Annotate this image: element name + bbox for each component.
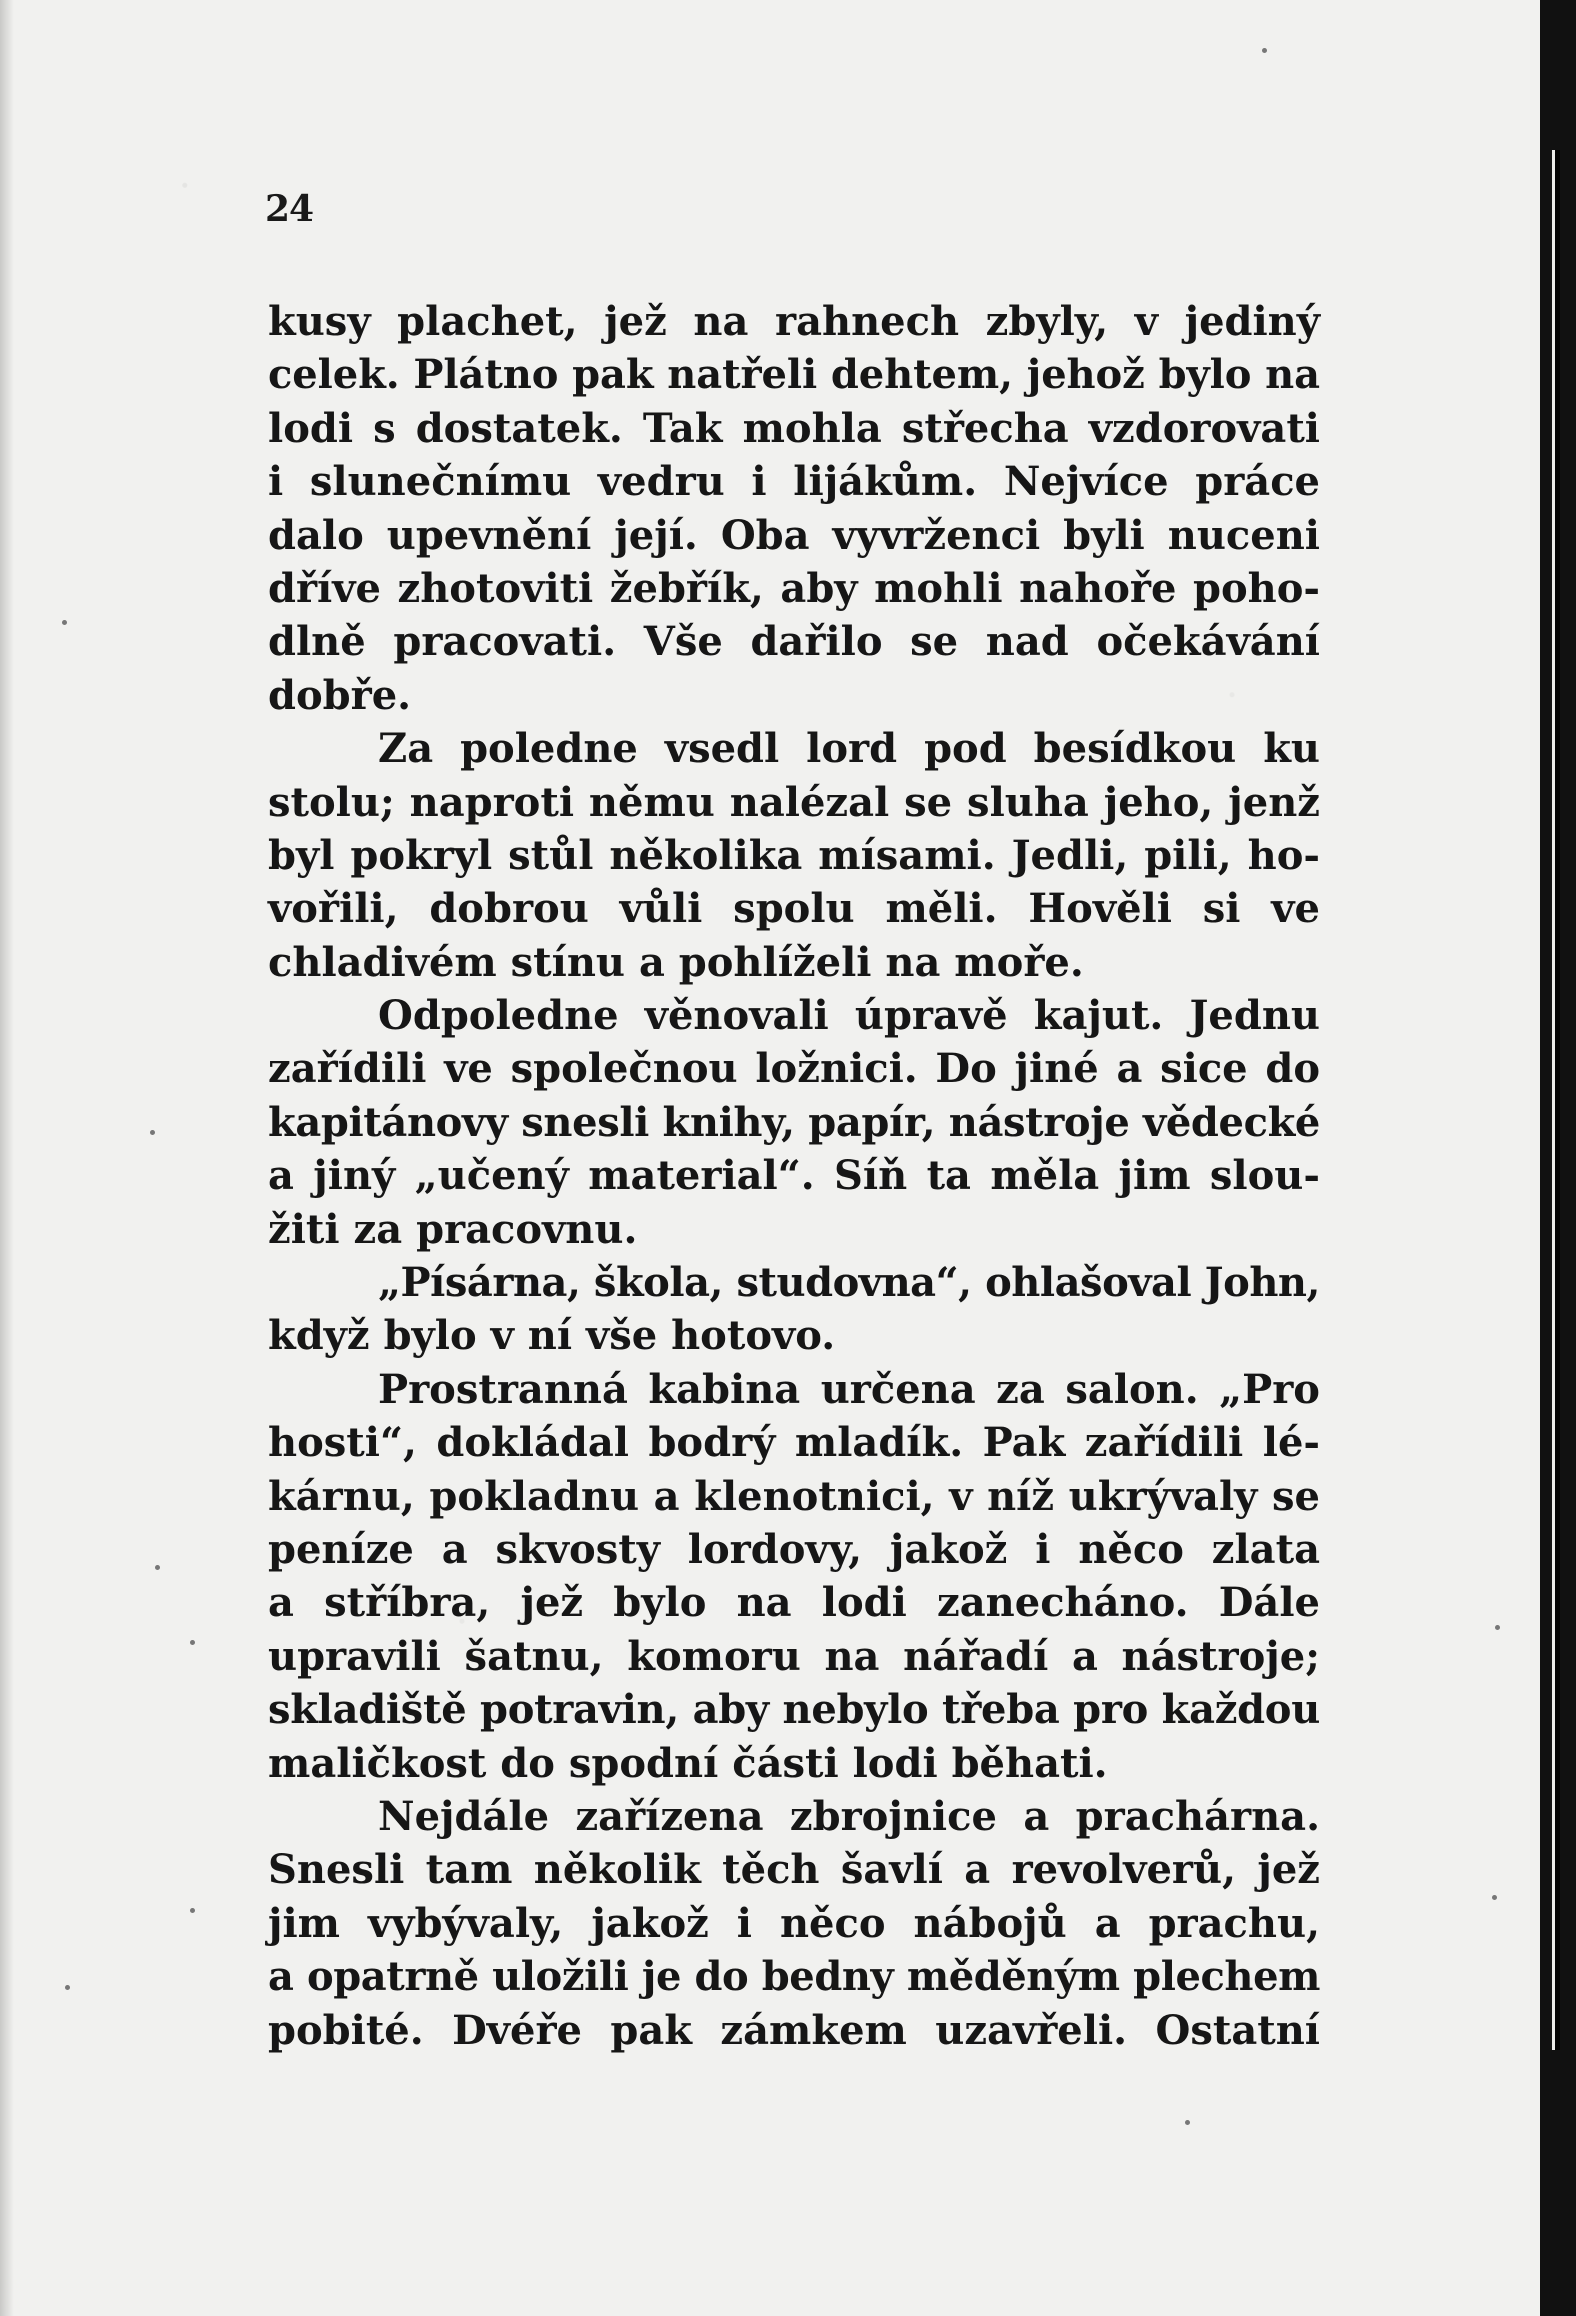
text-line: a jiný „učený material“. Síň ta měla jim slou- — [268, 1152, 1320, 1200]
text-line: a opatrně uložili je do bedny měděným plechem — [268, 1953, 1321, 2001]
paper-speck — [150, 1130, 155, 1135]
text-line: dlně pracovati. Vše dařilo se nad očekávání — [268, 618, 1320, 666]
paper-speck — [1262, 48, 1267, 53]
text-line: kusy plachet, jež na rahnech zbyly, v jediný — [268, 298, 1320, 345]
paper-speck — [65, 1985, 70, 1990]
text-line: kapitánovy snesli knihy, papír, nástroje vědecké — [268, 1098, 1320, 1146]
text-line: Snesli tam několik těch šavlí a revolverů, jež — [268, 1846, 1320, 1894]
text-line: byl pokryl stůl několika mísami. Jedli, pili, ho- — [268, 831, 1320, 879]
text-line: stolu; naproti němu nalézal se sluha jeho, jenž — [268, 778, 1320, 826]
text-line: i slunečnímu vedru i lijákům. Nejvíce práce — [268, 458, 1320, 506]
text-line: chladivém stínu a pohlíželi na moře. — [268, 938, 1084, 986]
text-line: celek. Plátno pak natřeli dehtem, jehož bylo na — [268, 351, 1320, 399]
text-line: Za poledne vsedl lord pod besídkou ku — [378, 725, 1320, 773]
paper-speck — [1185, 2120, 1190, 2125]
paper-speck — [155, 1565, 160, 1570]
text-line: dříve zhotoviti žebřík, aby mohli nahoře poho- — [268, 564, 1320, 612]
page-number: 24 — [265, 188, 314, 230]
text-line: maličkost do spodní části lodi běhati. — [268, 1739, 1108, 1787]
text-line: když bylo v ní vše hotovo. — [268, 1312, 836, 1360]
text-line: pobité. Dvéře pak zámkem uzavřeli. Ostatní — [268, 2006, 1320, 2054]
text-line: a stříbra, jež bylo na lodi zanecháno. Dále — [268, 1579, 1320, 1627]
text-line: peníze a skvosty lordovy, jakož i něco zlata — [268, 1525, 1320, 1573]
text-line: kárnu, pokladnu a klenotnici, v níž ukrývaly se — [268, 1472, 1320, 1520]
text-line: dobře. — [268, 671, 412, 719]
paper-speck — [62, 620, 67, 625]
text-line: Odpoledne věnovali úpravě kajut. Jednu — [378, 992, 1320, 1040]
paper-speck — [1495, 1625, 1500, 1630]
text-line: jim vybývaly, jakož i něco nábojů a prachu, — [268, 1899, 1320, 1947]
text-line: vořili, dobrou vůli spolu měli. Hověli si ve — [268, 885, 1320, 933]
text-line: žiti za pracovnu. — [268, 1205, 638, 1253]
text-line: dalo upevnění její. Oba vyvrženci byli nuceni — [268, 511, 1320, 559]
text-line: lodi s dostatek. Tak mohla střecha vzdorovati — [268, 404, 1320, 452]
paper-speck — [1492, 1895, 1497, 1900]
text-line: Nejdále zařízena zbrojnice a prachárna. — [378, 1792, 1320, 1840]
text-line: hosti“, dokládal bodrý mladík. Pak zařídili lé- — [268, 1419, 1320, 1467]
body-text — [268, 295, 1320, 2057]
page-left-shadow — [0, 0, 14, 2316]
text-line: Prostranná kabina určena za salon. „Pro — [378, 1365, 1320, 1413]
paper-speck — [190, 1640, 195, 1645]
text-line: „Písárna, škola, studovna“, ohlašoval John, — [378, 1259, 1320, 1307]
text-line: skladiště potravin, aby nebylo třeba pro každou — [268, 1686, 1320, 1734]
paper-speck — [190, 1908, 195, 1913]
text-line: zařídili ve společnou ložnici. Do jiné a sice do — [268, 1045, 1320, 1093]
scan-spine-line — [1552, 150, 1560, 2050]
text-line: upravili šatnu, komoru na nářadí a nástroje; — [268, 1632, 1320, 1680]
